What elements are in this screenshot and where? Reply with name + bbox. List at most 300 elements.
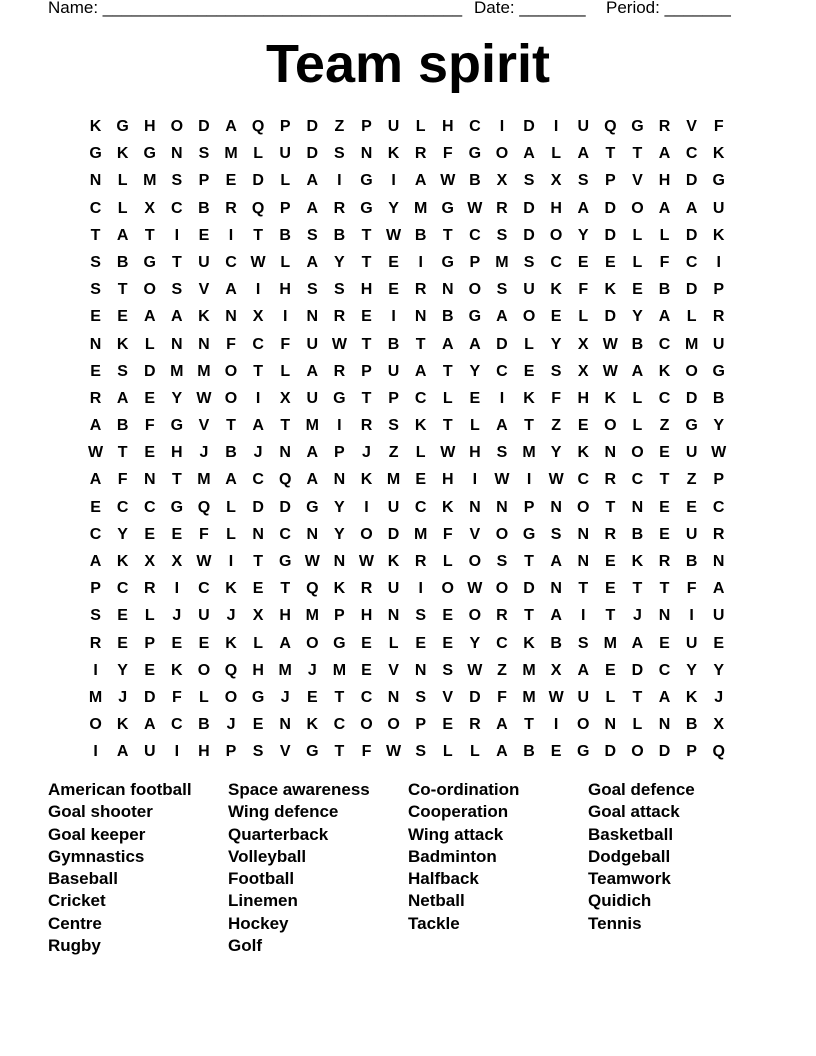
grid-letter: A — [414, 362, 427, 380]
grid-letter: J — [172, 607, 182, 625]
grid-letter: I — [553, 118, 559, 135]
grid-letter: T — [253, 362, 263, 380]
grid-letter: W — [87, 444, 104, 462]
grid-letter: L — [415, 118, 426, 135]
grid-letter: E — [361, 308, 372, 326]
grid-letter: O — [631, 444, 644, 462]
grid-letter: O — [360, 525, 373, 543]
grid-letter: H — [252, 661, 264, 679]
grid-letter: E — [659, 498, 670, 516]
grid-letter: I — [526, 471, 532, 489]
grid-letter: T — [117, 444, 128, 462]
grid-letter: D — [523, 580, 535, 598]
grid-letter: P — [144, 634, 156, 652]
grid-letter: E — [442, 634, 454, 652]
grid-letter: L — [280, 253, 291, 271]
grid-letter: U — [685, 444, 698, 462]
grid-letter: P — [361, 118, 372, 135]
grid-letter: V — [198, 417, 210, 435]
grid-letter: N — [89, 172, 102, 190]
grid-letter: T — [524, 607, 534, 625]
grid-letter: U — [685, 525, 698, 543]
grid-letter: N — [577, 553, 590, 570]
grid-row — [82, 276, 732, 303]
grid-letter: S — [306, 281, 318, 299]
grid-letter: H — [279, 607, 291, 625]
grid-letter: B — [333, 226, 346, 244]
word-list-item: Goal shooter — [48, 802, 153, 822]
grid-letter: U — [712, 335, 725, 353]
grid-letter: V — [632, 172, 643, 190]
grid-letter: T — [632, 145, 643, 163]
grid-letter: Y — [117, 525, 128, 543]
grid-letter: S — [171, 172, 183, 190]
grid-letter: L — [117, 199, 128, 217]
grid-letter: D — [143, 362, 156, 380]
grid-letter: P — [523, 498, 535, 516]
grid-letter: O — [495, 145, 509, 163]
grid-letter: K — [116, 553, 129, 570]
grid-letter: B — [441, 308, 454, 326]
grid-letter: C — [252, 335, 264, 353]
grid-letter: M — [305, 607, 319, 625]
grid-letter: C — [658, 661, 671, 679]
grid-letter: E — [659, 634, 670, 652]
grid-letter: L — [469, 417, 480, 435]
grid-letter: I — [337, 417, 342, 435]
grid-letter: X — [144, 199, 156, 217]
word-list-item: Cricket — [48, 891, 106, 911]
grid-letter: Y — [469, 634, 481, 652]
grid-letter: L — [117, 172, 128, 190]
grid-letter: N — [360, 145, 373, 163]
grid-letter: L — [144, 335, 155, 353]
grid-letter: U — [712, 607, 725, 625]
grid-letter: O — [604, 417, 617, 435]
grid-letter: S — [577, 634, 589, 652]
grid-letter: G — [685, 417, 698, 435]
grid-letter: W — [304, 553, 320, 570]
grid-letter: Z — [334, 118, 345, 135]
grid-letter: F — [361, 743, 372, 761]
grid-letter: P — [279, 199, 291, 217]
grid-letter: R — [333, 199, 346, 217]
grid-letter: Q — [604, 118, 617, 135]
grid-letter: H — [658, 172, 671, 190]
grid-row — [82, 222, 732, 249]
grid-letter: G — [441, 199, 454, 217]
grid-letter: S — [415, 688, 426, 706]
grid-letter: L — [632, 226, 643, 244]
grid-letter: Y — [171, 389, 183, 407]
worksheet-header — [0, 0, 816, 22]
grid-letter: F — [578, 281, 589, 299]
grid-row — [82, 358, 732, 385]
grid-row — [82, 167, 732, 194]
grid-letter: K — [333, 580, 346, 598]
grid-letter: T — [524, 553, 534, 570]
grid-letter: K — [225, 580, 237, 598]
grid-letter: C — [631, 471, 644, 489]
grid-letter: N — [469, 498, 481, 516]
grid-letter: C — [414, 389, 427, 407]
word-list-item: Rugby — [48, 936, 101, 956]
grid-letter: U — [712, 199, 725, 217]
grid-letter: M — [414, 525, 428, 543]
grid-letter: K — [306, 716, 319, 734]
grid-letter: K — [604, 281, 617, 299]
grid-letter: W — [494, 471, 510, 489]
grid-letter: G — [251, 688, 265, 706]
grid-letter: F — [551, 389, 562, 407]
grid-letter: L — [415, 444, 426, 462]
grid-letter: B — [198, 716, 210, 734]
word-list-item: Wing defence — [228, 802, 339, 822]
grid-letter: P — [279, 118, 291, 135]
grid-letter: T — [442, 226, 453, 244]
grid-letter: J — [199, 444, 209, 462]
grid-letter: D — [279, 498, 291, 516]
grid-letter: N — [279, 444, 291, 462]
grid-letter: H — [198, 743, 210, 761]
grid-letter: M — [143, 172, 157, 190]
grid-letter: B — [387, 335, 400, 353]
grid-letter: T — [659, 580, 670, 598]
grid-letter: E — [198, 226, 210, 244]
grid-letter: Y — [632, 308, 643, 326]
grid-letter: C — [658, 335, 671, 353]
grid-letter: U — [387, 498, 400, 516]
grid-letter: G — [360, 199, 373, 217]
grid-letter: D — [252, 498, 264, 516]
word-list-item: Goal attack — [588, 802, 680, 822]
grid-letter: F — [280, 335, 291, 353]
grid-letter: O — [387, 716, 400, 734]
grid-letter: B — [550, 634, 562, 652]
grid-letter: N — [306, 308, 319, 326]
grid-letter: W — [386, 743, 402, 761]
grid-letter: O — [306, 634, 319, 652]
grid-letter: C — [577, 471, 590, 489]
grid-letter: B — [116, 417, 129, 435]
grid-letter: U — [387, 580, 400, 598]
grid-letter: T — [442, 362, 453, 380]
grid-letter: T — [253, 553, 263, 570]
grid-letter: K — [604, 389, 617, 407]
grid-letter: G — [143, 253, 156, 271]
grid-letter: E — [252, 716, 264, 734]
grid-letter: E — [469, 389, 481, 407]
grid-letter: L — [226, 525, 236, 543]
grid-letter: L — [632, 389, 643, 407]
word-list-item: Tackle — [408, 913, 460, 933]
grid-letter: I — [364, 498, 369, 516]
grid-letter: E — [144, 444, 156, 462]
grid-letter: W — [602, 362, 618, 380]
grid-letter: R — [89, 389, 102, 407]
word-list-item: Teamwork — [588, 869, 671, 889]
date-field: Date: _______ — [474, 0, 586, 17]
grid-letter: R — [89, 634, 102, 652]
grid-letter: S — [334, 145, 345, 163]
grid-letter: K — [550, 281, 562, 299]
grid-letter: X — [171, 553, 183, 570]
grid-letter: E — [415, 471, 426, 489]
grid-letter: S — [388, 417, 399, 435]
grid-letter: D — [604, 743, 617, 761]
grid-letter: D — [306, 145, 319, 163]
grid-letter: W — [440, 172, 456, 190]
grid-letter: Y — [577, 226, 589, 244]
grid-letter: T — [605, 498, 616, 516]
grid-letter: E — [144, 525, 156, 543]
grid-letter: X — [252, 308, 264, 326]
grid-letter: I — [93, 743, 98, 761]
grid-letter: A — [658, 688, 671, 706]
grid-letter: K — [360, 471, 373, 489]
grid-letter: J — [226, 607, 236, 625]
grid-letter: O — [224, 389, 238, 407]
grid-letter: Q — [712, 743, 725, 761]
grid-letter: G — [522, 525, 536, 543]
grid-letter: X — [279, 389, 291, 407]
grid-letter: K — [577, 444, 590, 462]
grid-letter: N — [143, 471, 156, 489]
grid-letter: U — [198, 253, 210, 271]
grid-letter: M — [522, 688, 536, 706]
grid-letter: E — [198, 634, 210, 652]
grid-letter: E — [550, 308, 562, 326]
grid-letter: C — [712, 498, 725, 516]
word-list-item: Golf — [228, 936, 262, 956]
grid-letter: L — [253, 634, 263, 652]
grid-letter: E — [90, 498, 101, 516]
grid-letter: D — [143, 688, 156, 706]
grid-letter: K — [523, 634, 535, 652]
grid-letter: L — [280, 362, 291, 380]
word-list-column — [228, 779, 370, 957]
grid-letter: J — [226, 716, 236, 734]
grid-letter: A — [143, 716, 156, 734]
grid-letter: R — [469, 716, 481, 734]
grid-letter: L — [632, 417, 643, 435]
grid-letter: B — [225, 444, 237, 462]
grid-letter: K — [387, 145, 400, 163]
grid-letter: L — [524, 335, 534, 353]
grid-letter: C — [89, 199, 102, 217]
grid-letter: S — [117, 362, 128, 380]
grid-letter: T — [632, 688, 643, 706]
grid-letter: O — [522, 308, 536, 326]
grid-letter: X — [496, 172, 508, 190]
grid-letter: O — [631, 199, 644, 217]
grid-letter: E — [361, 634, 372, 652]
grid-letter: M — [386, 471, 401, 489]
grid-letter: R — [604, 471, 617, 489]
grid-letter: D — [306, 118, 319, 135]
grid-letter: Q — [224, 661, 238, 679]
grid-letter: G — [441, 253, 454, 271]
grid-row — [82, 521, 732, 548]
grid-letter: Y — [334, 253, 345, 271]
grid-letter: A — [496, 417, 508, 435]
grid-letter: D — [252, 172, 264, 190]
grid-letter: C — [469, 226, 481, 244]
grid-letter: T — [171, 253, 182, 271]
grid-letter: W — [602, 335, 618, 353]
grid-letter: E — [604, 661, 616, 679]
grid-letter: E — [144, 389, 156, 407]
word-list-item: Badminton — [408, 846, 497, 866]
grid-letter: E — [361, 661, 372, 679]
grid-letter: A — [279, 634, 291, 652]
grid-letter: N — [658, 607, 671, 625]
grid-letter: A — [577, 199, 590, 217]
grid-letter: R — [360, 580, 373, 598]
grid-letter: M — [603, 634, 617, 652]
grid-letter: M — [332, 661, 347, 679]
grid-letter: T — [361, 253, 372, 271]
grid-letter: G — [278, 553, 292, 570]
word-list-column — [588, 779, 695, 935]
grid-letter: N — [550, 498, 562, 516]
grid-letter: D — [658, 743, 671, 761]
grid-letter: D — [523, 118, 535, 135]
grid-letter: N — [171, 335, 183, 353]
grid-letter: B — [523, 743, 535, 761]
grid-letter: E — [442, 716, 454, 734]
grid-letter: E — [442, 607, 454, 625]
grid-letter: V — [198, 281, 210, 299]
grid-letter: A — [550, 607, 562, 625]
grid-letter: O — [224, 688, 238, 706]
grid-letter: G — [170, 417, 184, 435]
grid-letter: T — [144, 226, 155, 244]
grid-letter: P — [469, 253, 481, 271]
grid-letter: N — [577, 525, 590, 543]
grid-letter: T — [361, 335, 372, 353]
grid-letter: H — [279, 281, 291, 299]
grid-letter: L — [578, 308, 589, 326]
grid-letter: G — [468, 145, 482, 163]
grid-letter: Z — [686, 471, 697, 489]
grid-letter: I — [553, 716, 559, 734]
grid-letter: K — [116, 335, 129, 353]
grid-letter: S — [577, 172, 589, 190]
grid-letter: O — [631, 743, 644, 761]
grid-letter: O — [468, 607, 482, 625]
word-list-item: American football — [48, 780, 192, 799]
grid-letter: W — [467, 199, 483, 217]
grid-letter: C — [89, 525, 102, 543]
grid-letter: R — [143, 580, 156, 598]
grid-letter: A — [225, 118, 237, 135]
grid-letter: E — [117, 607, 128, 625]
grid-letter: M — [278, 661, 292, 679]
grid-letter: K — [441, 498, 454, 516]
grid-letter: C — [496, 634, 508, 652]
grid-letter: A — [712, 580, 725, 598]
grid-letter: W — [548, 471, 564, 489]
grid-letter: W — [711, 444, 727, 462]
grid-row — [82, 630, 732, 657]
grid-letter: I — [228, 226, 234, 244]
grid-letter: S — [306, 226, 318, 244]
grid-letter: L — [280, 172, 291, 190]
grid-letter: J — [714, 688, 724, 706]
grid-letter: F — [117, 471, 128, 489]
grid-letter: K — [225, 634, 237, 652]
word-list-item: Netball — [408, 891, 465, 911]
grid-letter: R — [333, 362, 346, 380]
grid-letter: L — [632, 253, 643, 271]
grid-letter: E — [577, 417, 589, 435]
grid-letter: P — [334, 607, 345, 625]
grid-letter: G — [306, 498, 319, 516]
grid-letter: E — [388, 281, 399, 299]
grid-letter: Y — [469, 362, 481, 380]
grid-letter: A — [89, 553, 102, 570]
grid-letter: N — [441, 281, 454, 299]
grid-letter: T — [524, 417, 534, 435]
grid-letter: O — [577, 716, 590, 734]
grid-letter: A — [306, 172, 319, 190]
word-list-item: Space awareness — [228, 780, 370, 799]
grid-letter: E — [117, 634, 128, 652]
word-list-item: Quarterback — [228, 824, 329, 844]
grid-letter: A — [658, 308, 671, 326]
grid-letter: D — [523, 226, 535, 244]
grid-letter: P — [686, 743, 697, 761]
grid-letter: N — [414, 308, 427, 326]
grid-letter: O — [495, 580, 509, 598]
grid-letter: G — [333, 389, 346, 407]
grid-letter: S — [523, 253, 535, 271]
grid-letter: S — [334, 281, 345, 299]
grid-letter: D — [685, 172, 698, 190]
grid-letter: N — [279, 716, 291, 734]
grid-letter: N — [604, 716, 617, 734]
grid-letter: S — [442, 661, 454, 679]
grid-letter: T — [361, 389, 372, 407]
grid-letter: D — [198, 118, 210, 135]
word-list-item: Co-ordination — [408, 780, 520, 799]
grid-letter: G — [116, 118, 129, 135]
word-list-item: Volleyball — [228, 846, 307, 866]
grid-letter: N — [306, 525, 319, 543]
grid-letter: P — [604, 172, 616, 190]
word-list-item: Linemen — [228, 891, 298, 911]
grid-letter: W — [358, 553, 375, 570]
grid-row — [82, 439, 732, 466]
grid-letter: P — [225, 743, 237, 761]
grid-letter: I — [391, 308, 396, 326]
grid-letter: T — [605, 607, 616, 625]
grid-letter: E — [144, 661, 156, 679]
grid-letter: Q — [306, 580, 319, 598]
grid-letter: A — [496, 743, 508, 761]
grid-letter: T — [442, 417, 453, 435]
grid-letter: S — [550, 525, 562, 543]
grid-letter: C — [414, 498, 427, 516]
grid-letter: O — [89, 716, 102, 734]
grid-letter: M — [197, 362, 211, 380]
grid-letter: R — [712, 525, 725, 543]
grid-letter: E — [632, 281, 643, 299]
word-list-item: Halfback — [408, 869, 479, 889]
grid-letter: G — [333, 634, 346, 652]
grid-letter: A — [496, 308, 508, 326]
